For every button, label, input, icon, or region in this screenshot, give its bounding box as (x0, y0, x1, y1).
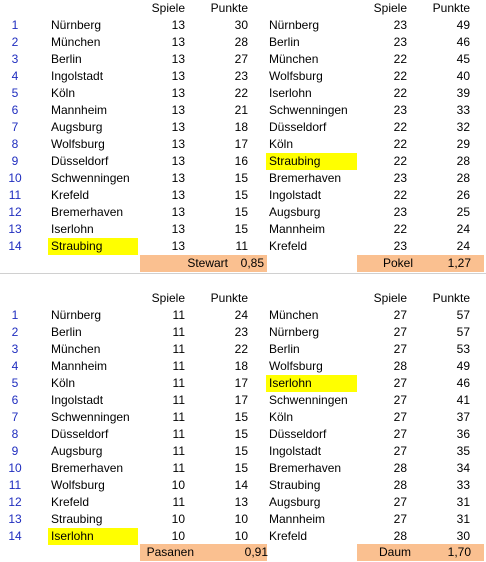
team-cell-left: Düsseldorf (51, 427, 109, 441)
games-cell-right: 22 (393, 137, 407, 151)
games-cell-right: 28 (393, 461, 407, 475)
rank-cell: 13 (8, 222, 22, 236)
header-spiele-left: Spiele (151, 291, 185, 305)
points-cell-right: 45 (456, 52, 470, 66)
games-cell-left: 11 (172, 325, 185, 339)
table-row (0, 409, 486, 426)
points-cell-left: 13 (234, 495, 248, 509)
games-cell-right: 27 (393, 308, 407, 322)
standings-table-1 (0, 0, 486, 255)
points-cell-right: 34 (456, 461, 470, 475)
team-cell-left: Iserlohn (48, 528, 138, 545)
points-cell-right: 49 (456, 18, 470, 32)
games-cell-left: 11 (172, 444, 185, 458)
games-cell-left: 13 (171, 86, 185, 100)
points-cell-right: 31 (456, 495, 470, 509)
games-cell-right: 27 (393, 444, 407, 458)
team-cell-right: Köln (269, 137, 294, 151)
points-cell-right: 57 (456, 325, 470, 339)
games-cell-left: 11 (172, 342, 185, 356)
games-cell-right: 27 (393, 342, 407, 356)
team-cell-right: Iserlohn (269, 86, 312, 100)
team-cell-left: Straubing (51, 512, 103, 526)
table-row (0, 528, 486, 545)
games-cell-left: 13 (171, 205, 185, 219)
table-row (0, 460, 486, 477)
points-cell-right: 26 (456, 188, 470, 202)
games-cell-left: 13 (171, 154, 185, 168)
games-cell-right: 23 (393, 35, 407, 49)
table-row (0, 204, 486, 221)
table-row (0, 17, 486, 34)
team-cell-left: Iserlohn (51, 222, 94, 236)
games-cell-left: 11 (172, 427, 185, 441)
games-cell-left: 11 (172, 376, 185, 390)
games-cell-left: 11 (172, 393, 185, 407)
points-cell-right: 46 (456, 35, 470, 49)
games-cell-right: 23 (393, 103, 407, 117)
rank-cell: 4 (11, 359, 19, 373)
points-cell-left: 23 (234, 69, 248, 83)
table-row (0, 477, 486, 494)
table-row (0, 153, 486, 170)
rank-cell: 7 (11, 410, 19, 424)
games-cell-left: 13 (171, 120, 185, 134)
team-cell-right: Straubing (269, 478, 321, 492)
games-cell-left: 13 (171, 137, 185, 151)
points-cell-right: 40 (456, 69, 470, 83)
games-cell-left: 10 (171, 529, 185, 543)
games-cell-right: 27 (393, 393, 407, 407)
games-cell-left: 11 (172, 461, 185, 475)
team-cell-left: Köln (51, 376, 76, 390)
rank-cell: 5 (11, 86, 19, 100)
footer-name: Daum (378, 545, 411, 559)
team-cell-right: Nürnberg (269, 18, 320, 32)
rank-cell: 10 (8, 171, 22, 185)
footer-stat-right (357, 544, 484, 561)
rank-cell: 1 (11, 18, 19, 32)
header-punkte-right: Punkte (432, 291, 470, 305)
games-cell-left: 13 (171, 103, 185, 117)
games-cell-right: 23 (393, 171, 407, 185)
team-cell-right: Bremerhaven (269, 461, 342, 475)
header-punkte-left: Punkte (210, 1, 248, 15)
team-cell-left: München (51, 342, 101, 356)
team-cell-left: Wolfsburg (51, 478, 105, 492)
points-cell-left: 11 (235, 239, 248, 253)
team-cell-left: Bremerhaven (51, 205, 124, 219)
points-cell-left: 22 (234, 342, 248, 356)
table-row (0, 170, 486, 187)
points-cell-left: 17 (234, 137, 248, 151)
team-cell-right: Augsburg (269, 205, 321, 219)
table-row (0, 443, 486, 460)
points-cell-right: 32 (456, 120, 470, 134)
points-cell-left: 22 (234, 86, 248, 100)
games-cell-left: 13 (171, 18, 185, 32)
rank-cell: 14 (8, 239, 22, 253)
rank-cell: 2 (11, 35, 19, 49)
table-row (0, 324, 486, 341)
points-cell-right: 29 (456, 137, 470, 151)
points-cell-right: 33 (456, 478, 470, 492)
team-cell-right: Krefeld (269, 529, 308, 543)
footer-value: 0,91 (244, 545, 268, 559)
team-cell-left: Straubing (48, 238, 138, 255)
points-cell-right: 36 (456, 427, 470, 441)
team-cell-left: Krefeld (51, 188, 90, 202)
team-cell-left: Mannheim (51, 103, 108, 117)
rank-cell: 7 (11, 120, 19, 134)
points-cell-left: 15 (234, 188, 248, 202)
points-cell-right: 53 (456, 342, 470, 356)
team-cell-left: Berlin (51, 52, 82, 66)
team-cell-right: München (269, 308, 319, 322)
team-cell-right: Augsburg (269, 495, 321, 509)
table-row (0, 392, 486, 409)
games-cell-left: 11 (172, 495, 185, 509)
footer-name: Pokel (382, 256, 413, 270)
footer-value: 1,70 (447, 545, 471, 559)
rank-cell: 9 (11, 154, 19, 168)
team-cell-left: Augsburg (51, 120, 103, 134)
header-spiele-right: Spiele (373, 1, 407, 15)
team-cell-right: Köln (269, 410, 294, 424)
games-cell-left: 13 (171, 35, 185, 49)
games-cell-left: 13 (171, 188, 185, 202)
games-cell-right: 27 (393, 376, 407, 390)
table-row (0, 494, 486, 511)
team-cell-right: Krefeld (269, 239, 308, 253)
table-row (0, 68, 486, 85)
points-cell-right: 24 (456, 239, 470, 253)
games-cell-right: 28 (393, 478, 407, 492)
points-cell-left: 16 (234, 154, 248, 168)
points-cell-left: 15 (234, 427, 248, 441)
team-cell-right: München (269, 52, 319, 66)
points-cell-left: 24 (234, 308, 248, 322)
rank-cell: 14 (8, 529, 22, 543)
team-cell-right: Düsseldorf (269, 120, 327, 134)
games-cell-right: 27 (393, 410, 407, 424)
games-cell-right: 27 (393, 495, 407, 509)
team-cell-left: Köln (51, 86, 76, 100)
team-cell-right: Berlin (269, 35, 300, 49)
header-spiele-right: Spiele (373, 291, 407, 305)
games-cell-left: 13 (171, 239, 185, 253)
footer-value: 1,27 (447, 256, 471, 270)
games-cell-right: 22 (393, 69, 407, 83)
rank-cell: 9 (11, 444, 19, 458)
table-row (0, 34, 486, 51)
rank-cell: 6 (11, 103, 19, 117)
table-row (0, 375, 486, 392)
team-cell-left: Berlin (51, 325, 82, 339)
rank-cell: 2 (11, 325, 19, 339)
footer-stat-right (357, 255, 484, 272)
rank-cell: 3 (11, 52, 19, 66)
table-row (0, 221, 486, 238)
points-cell-right: 57 (456, 308, 470, 322)
table-row (0, 85, 486, 102)
table-row (0, 136, 486, 153)
rank-cell: 6 (11, 393, 19, 407)
rank-cell: 13 (8, 512, 22, 526)
points-cell-left: 15 (234, 205, 248, 219)
games-cell-right: 22 (393, 222, 407, 236)
team-cell-left: Ingolstadt (51, 69, 104, 83)
rank-cell: 3 (11, 342, 19, 356)
rank-cell: 8 (11, 427, 19, 441)
games-cell-left: 13 (171, 171, 185, 185)
points-cell-left: 15 (234, 461, 248, 475)
games-cell-right: 23 (393, 18, 407, 32)
points-cell-right: 39 (456, 86, 470, 100)
rank-cell: 5 (11, 376, 19, 390)
points-cell-right: 41 (456, 393, 470, 407)
header-spiele-left: Spiele (151, 1, 185, 15)
games-cell-right: 22 (393, 188, 407, 202)
games-cell-right: 22 (393, 120, 407, 134)
team-cell-left: Krefeld (51, 495, 90, 509)
rank-cell: 11 (8, 478, 22, 492)
games-cell-left: 13 (171, 69, 185, 83)
rank-cell: 12 (8, 495, 22, 509)
team-cell-right: Wolfsburg (269, 69, 323, 83)
points-cell-left: 18 (234, 359, 248, 373)
games-cell-right: 27 (393, 512, 407, 526)
points-cell-left: 15 (234, 222, 248, 236)
points-cell-left: 14 (234, 478, 248, 492)
points-cell-right: 31 (456, 512, 470, 526)
games-cell-left: 10 (171, 478, 185, 492)
team-cell-left: Nürnberg (51, 18, 102, 32)
rank-cell: 11 (8, 188, 22, 202)
footer-stat-left (140, 544, 267, 561)
games-cell-right: 27 (393, 325, 407, 339)
team-cell-right: Mannheim (269, 222, 326, 236)
points-cell-left: 10 (234, 512, 248, 526)
footer-value: 0,85 (240, 256, 264, 270)
footer-stat-left (140, 255, 267, 272)
rank-cell: 1 (11, 308, 19, 322)
table-row (0, 307, 486, 324)
team-cell-left: Schwenningen (51, 410, 130, 424)
games-cell-right: 27 (393, 427, 407, 441)
rank-cell: 12 (8, 205, 22, 219)
points-cell-left: 15 (234, 410, 248, 424)
games-cell-right: 28 (393, 359, 407, 373)
points-cell-right: 30 (456, 529, 470, 543)
games-cell-right: 22 (393, 86, 407, 100)
team-cell-right: Ingolstadt (269, 188, 322, 202)
points-cell-right: 28 (456, 154, 470, 168)
team-cell-right: Ingolstadt (269, 444, 322, 458)
points-cell-right: 24 (456, 222, 470, 236)
points-cell-right: 35 (456, 444, 470, 458)
games-cell-left: 13 (171, 222, 185, 236)
points-cell-left: 15 (234, 171, 248, 185)
table-row (0, 341, 486, 358)
table-row (0, 511, 486, 528)
points-cell-right: 33 (456, 103, 470, 117)
header-punkte-left: Punkte (210, 291, 248, 305)
team-cell-left: Ingolstadt (51, 393, 104, 407)
footer-name: Pasanen (146, 545, 194, 559)
team-cell-right: Schwenningen (269, 393, 348, 407)
points-cell-right: 46 (456, 376, 470, 390)
games-cell-right: 23 (393, 239, 407, 253)
team-cell-left: Augsburg (51, 444, 103, 458)
table-header (0, 290, 486, 307)
points-cell-left: 23 (234, 325, 248, 339)
table-row (0, 426, 486, 443)
table-header (0, 0, 486, 17)
points-cell-right: 28 (456, 171, 470, 185)
table-row (0, 187, 486, 204)
team-cell-left: Düsseldorf (51, 154, 109, 168)
points-cell-left: 15 (234, 444, 248, 458)
table-row (0, 51, 486, 68)
games-cell-left: 11 (172, 308, 185, 322)
games-cell-right: 28 (393, 529, 407, 543)
team-cell-right: Straubing (266, 153, 357, 170)
team-cell-right: Berlin (269, 342, 300, 356)
points-cell-left: 30 (234, 18, 248, 32)
points-cell-left: 21 (234, 103, 248, 117)
header-punkte-right: Punkte (432, 1, 470, 15)
points-cell-left: 17 (234, 393, 248, 407)
points-cell-left: 18 (234, 120, 248, 134)
rank-cell: 4 (11, 69, 19, 83)
table-row (0, 238, 486, 255)
points-cell-left: 17 (234, 376, 248, 390)
footer-name: Stewart (187, 256, 228, 270)
team-cell-right: Nürnberg (269, 325, 320, 339)
points-cell-left: 27 (234, 52, 248, 66)
team-cell-left: Schwenningen (51, 171, 130, 185)
table-row (0, 358, 486, 375)
games-cell-right: 22 (393, 52, 407, 66)
rank-cell: 10 (8, 461, 22, 475)
points-cell-right: 37 (456, 410, 470, 424)
team-cell-right: Mannheim (269, 512, 326, 526)
team-cell-right: Iserlohn (266, 375, 357, 392)
divider (0, 273, 486, 274)
team-cell-right: Wolfsburg (269, 359, 323, 373)
games-cell-left: 13 (171, 52, 185, 66)
team-cell-left: Wolfsburg (51, 137, 105, 151)
table-row (0, 119, 486, 136)
team-cell-left: Nürnberg (51, 308, 102, 322)
points-cell-right: 25 (456, 205, 470, 219)
games-cell-left: 11 (172, 359, 185, 373)
table-row (0, 102, 486, 119)
games-cell-left: 10 (171, 512, 185, 526)
games-cell-left: 11 (172, 410, 185, 424)
rank-cell: 8 (11, 137, 19, 151)
team-cell-right: Schwenningen (269, 103, 348, 117)
standings-table-2 (0, 290, 486, 545)
points-cell-left: 10 (234, 529, 248, 543)
team-cell-left: München (51, 35, 101, 49)
games-cell-right: 22 (393, 154, 407, 168)
points-cell-left: 28 (234, 35, 248, 49)
points-cell-right: 49 (456, 359, 470, 373)
team-cell-left: Bremerhaven (51, 461, 124, 475)
team-cell-left: Mannheim (51, 359, 108, 373)
team-cell-right: Düsseldorf (269, 427, 327, 441)
games-cell-right: 23 (393, 205, 407, 219)
team-cell-right: Bremerhaven (269, 171, 342, 185)
